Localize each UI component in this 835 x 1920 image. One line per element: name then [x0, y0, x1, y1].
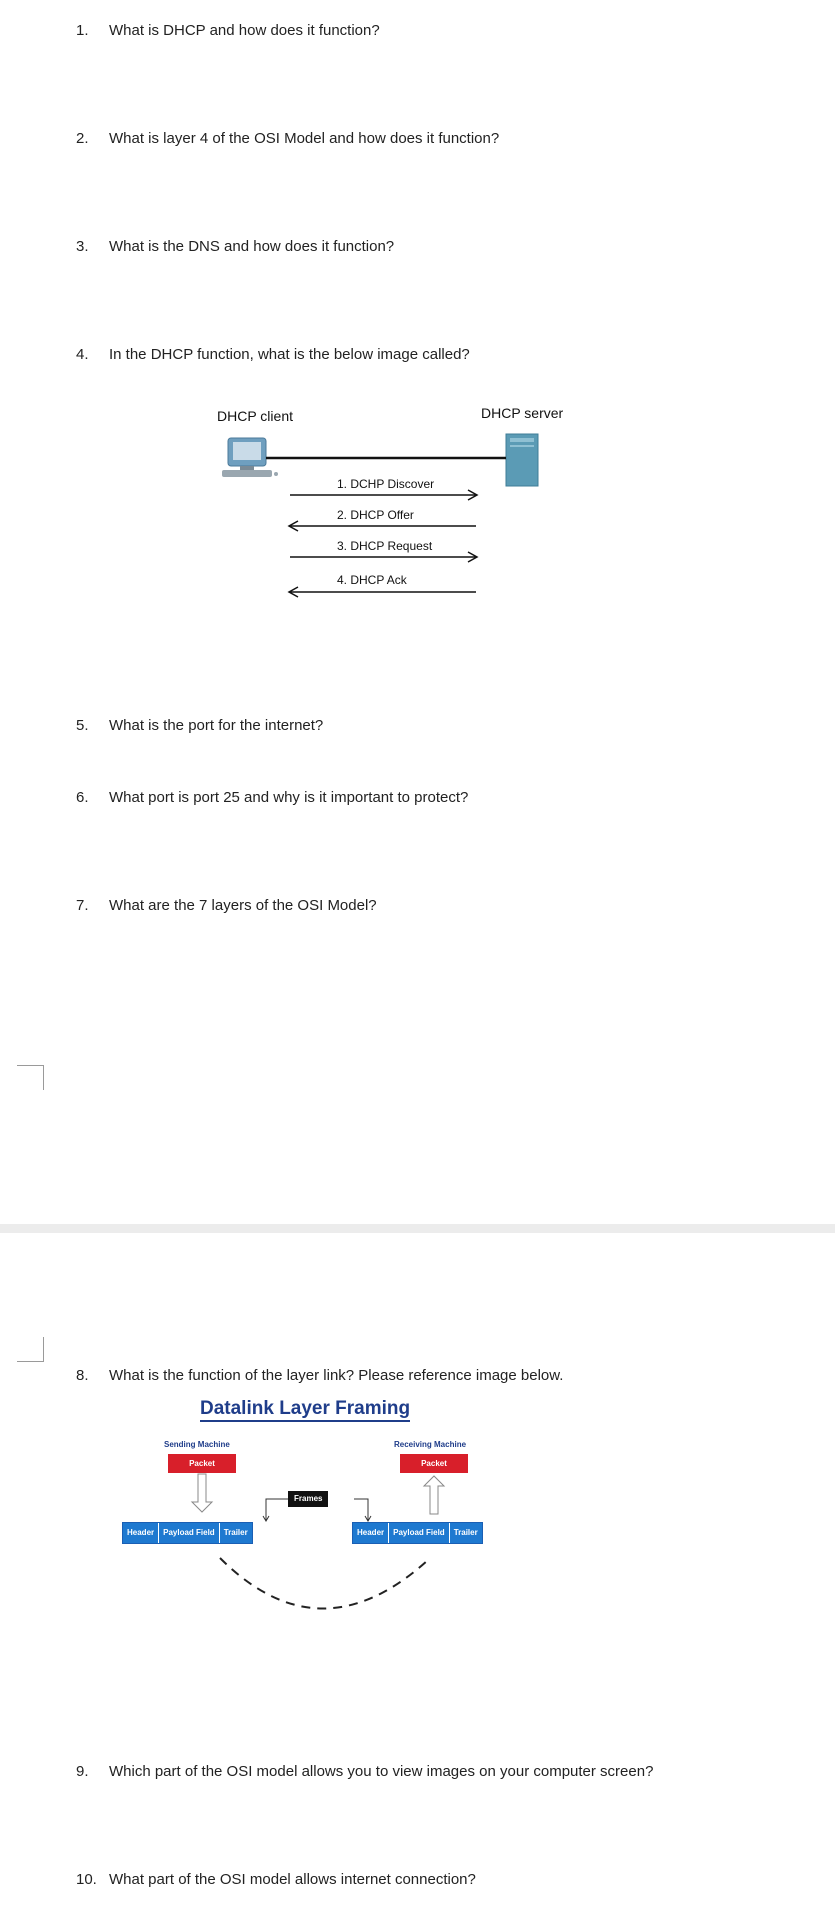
question-number: 8.: [76, 1367, 89, 1384]
arrow-3-to-server: [290, 552, 477, 562]
datalink-title: Datalink Layer Framing: [200, 1398, 410, 1422]
question-text: What is DHCP and how does it function?: [109, 22, 380, 39]
question-number: 9.: [76, 1763, 89, 1780]
arrow-2-to-client: [289, 521, 476, 531]
server-icon: [506, 434, 538, 486]
question-number: 1.: [76, 22, 89, 39]
question-number: 3.: [76, 238, 89, 255]
arrow-1-to-server: [290, 490, 477, 500]
sending-packet: Packet: [168, 1454, 236, 1473]
question-text: What part of the OSI model allows internet connection?: [109, 1871, 476, 1888]
question-number: 10.: [76, 1871, 97, 1888]
decapsulation-arrow: [424, 1476, 444, 1514]
question-text: What are the 7 layers of the OSI Model?: [109, 897, 377, 914]
question-text: Which part of the OSI model allows you to view images on your computer screen?: [109, 1763, 654, 1780]
page-corner-mark: [17, 1337, 44, 1362]
question-text: What is the function of the layer link? Please reference image below.: [109, 1367, 564, 1384]
question-number: 2.: [76, 130, 89, 147]
question-number: 7.: [76, 897, 89, 914]
receiving-machine-label: Receiving Machine: [394, 1440, 467, 1449]
frames-connector-right: [354, 1499, 371, 1521]
question-text: What is layer 4 of the OSI Model and how does it function?: [109, 130, 500, 147]
question-text: What is the DNS and how does it function?: [109, 238, 395, 255]
question-text: In the DHCP function, what is the below image called?: [109, 346, 470, 363]
dhcp-client-label: DHCP client: [217, 408, 293, 424]
question-number: 4.: [76, 346, 89, 363]
dhcp-message-1: 1. DCHP Discover: [337, 477, 435, 491]
arrow-4-to-client: [289, 587, 476, 597]
frame-payload: Payload Field: [389, 1523, 450, 1543]
frame-header: Header: [123, 1523, 159, 1543]
page-corner-mark: [17, 1065, 44, 1090]
frame-header: Header: [353, 1523, 389, 1543]
sending-machine-label: Sending Machine: [164, 1440, 230, 1449]
receiving-frame: [352, 1522, 483, 1544]
sending-frame: [122, 1522, 253, 1544]
dhcp-message-4: 4. DHCP Ack: [337, 573, 407, 587]
dhcp-message-3: 3. DHCP Request: [337, 539, 433, 553]
question-number: 6.: [76, 789, 89, 806]
page-break: [0, 1224, 835, 1233]
frame-payload: Payload Field: [159, 1523, 220, 1543]
frames-connector-left: [263, 1499, 288, 1521]
encapsulation-arrow: [192, 1474, 212, 1512]
frame-trailer: Trailer: [453, 1528, 478, 1537]
receiving-packet: Packet: [400, 1454, 468, 1473]
dhcp-dora-diagram: [200, 398, 590, 608]
dhcp-message-2: 2. DHCP Offer: [337, 508, 414, 522]
frames-label: Frames: [288, 1491, 328, 1507]
question-text: What port is port 25 and why is it important to protect?: [109, 789, 469, 806]
datalink-framing-diagram: [110, 1398, 540, 1658]
question-text: What is the port for the internet?: [109, 717, 324, 734]
frame-trailer: Trailer: [223, 1528, 248, 1537]
dhcp-server-label: DHCP server: [481, 405, 564, 421]
transmission-arc: [220, 1558, 428, 1609]
question-number: 5.: [76, 717, 89, 734]
